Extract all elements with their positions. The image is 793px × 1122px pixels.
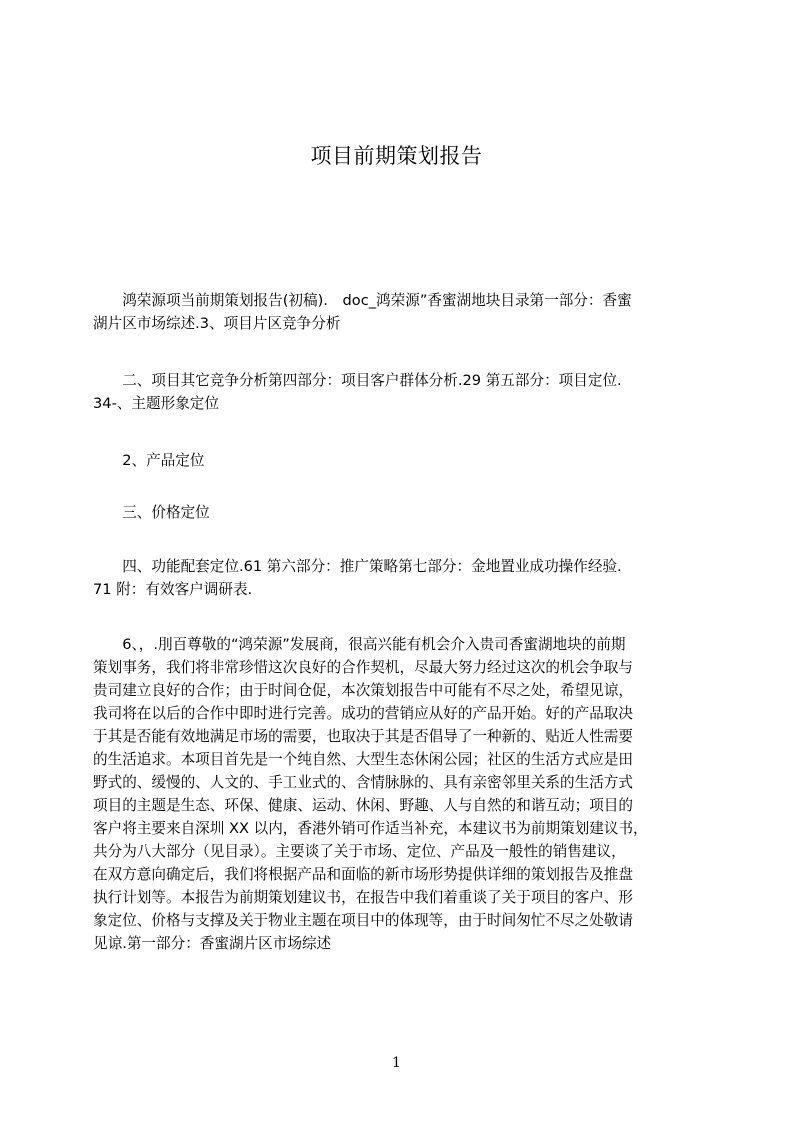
paragraph-1 — [93, 289, 706, 335]
text-line: 34-、主题形象定位 — [93, 395, 219, 412]
text-line: 策划事务，我们将非常珍惜这次良好的合作契机，尽最大努力经过这次的机会争取与 — [93, 659, 633, 676]
text-line: 我司将在以后的合作中即时进行完善。成功的营销应从好的产品开始。好的产品取决 — [93, 705, 633, 722]
paragraph-3 — [93, 449, 706, 472]
text-line: 71 附：有效客户调研表. — [93, 581, 253, 598]
text-line: 2、产品定位 — [93, 452, 205, 469]
text-line: 共分为八大部分（见目录）。主要谈了关于市场、定位、产品及一般性的销售建议， — [93, 843, 626, 860]
text-line: 象定位、价格与支撑及关于物业主题在项目中的体现等，由于时间匆忙不尽之处敬请 — [93, 912, 633, 929]
text-line: 见谅.第一部分：香蜜湖片区市场综述 — [93, 935, 332, 952]
text-line: 湖片区市场综述.3、项目片区竞争分析 — [93, 315, 341, 332]
text-line: 客户将主要来自深圳 XX 以内，香港外销可作适当补充，本建议书为前期策划建议书， — [93, 820, 648, 837]
paragraph-4 — [93, 501, 706, 524]
text-line: 6、，.刖百尊敬的“鸿荣源”发展商，很高兴能有机会介入贵司香蜜湖地块的前期 — [93, 636, 626, 653]
text-line: 在双方意向确定后，我们将根据产品和面临的新市场形势提供详细的策划报告及推盘 — [93, 866, 633, 883]
paragraph-5 — [93, 555, 706, 601]
text-line: 二、项目其它竞争分析第四部分：项目客户群体分析.29 第五部分：项目定位. — [93, 372, 622, 389]
text-line: 三、价格定位 — [93, 504, 210, 521]
text-line: 项目的主题是生态、环保、健康、运动、休闲、野趣、人与自然的和谐互动；项目的 — [93, 797, 633, 814]
page-number: 1 — [392, 1055, 401, 1071]
paragraph-6 — [93, 633, 706, 955]
text-line: 野式的、缓慢的、人文的、手工业式的、含情脉脉的、具有亲密邻里关系的生活方式 — [93, 774, 633, 791]
text-line: 于其是否能有效地满足市场的需要，也取决于其是否倡导了一种新的、贴近人性需要 — [93, 728, 633, 745]
paragraph-2 — [93, 369, 706, 415]
text-line: 鸿荣源项当前期策划报告(初稿). doc_鸿荣源”香蜜湖地块目录第一部分：香蜜 — [93, 292, 632, 309]
page-title: 项目前期策划报告 — [310, 144, 483, 168]
text-line: 执行计划等。本报告为前期策划建议书，在报告中我们着重谈了关于项目的客户、形 — [93, 889, 633, 906]
text-line: 四、功能配套定位.61 第六部分：推广策略第七部分：金地置业成功操作经验. — [93, 558, 622, 575]
text-line: 贵司建立良好的合作；由于时间仓促，本次策划报告中可能有不尽之处，希望见谅， — [93, 682, 633, 699]
text-line: 的生活追求。本项目首先是一个纯自然、大型生态休闲公园；社区的生活方式应是田 — [93, 751, 633, 768]
